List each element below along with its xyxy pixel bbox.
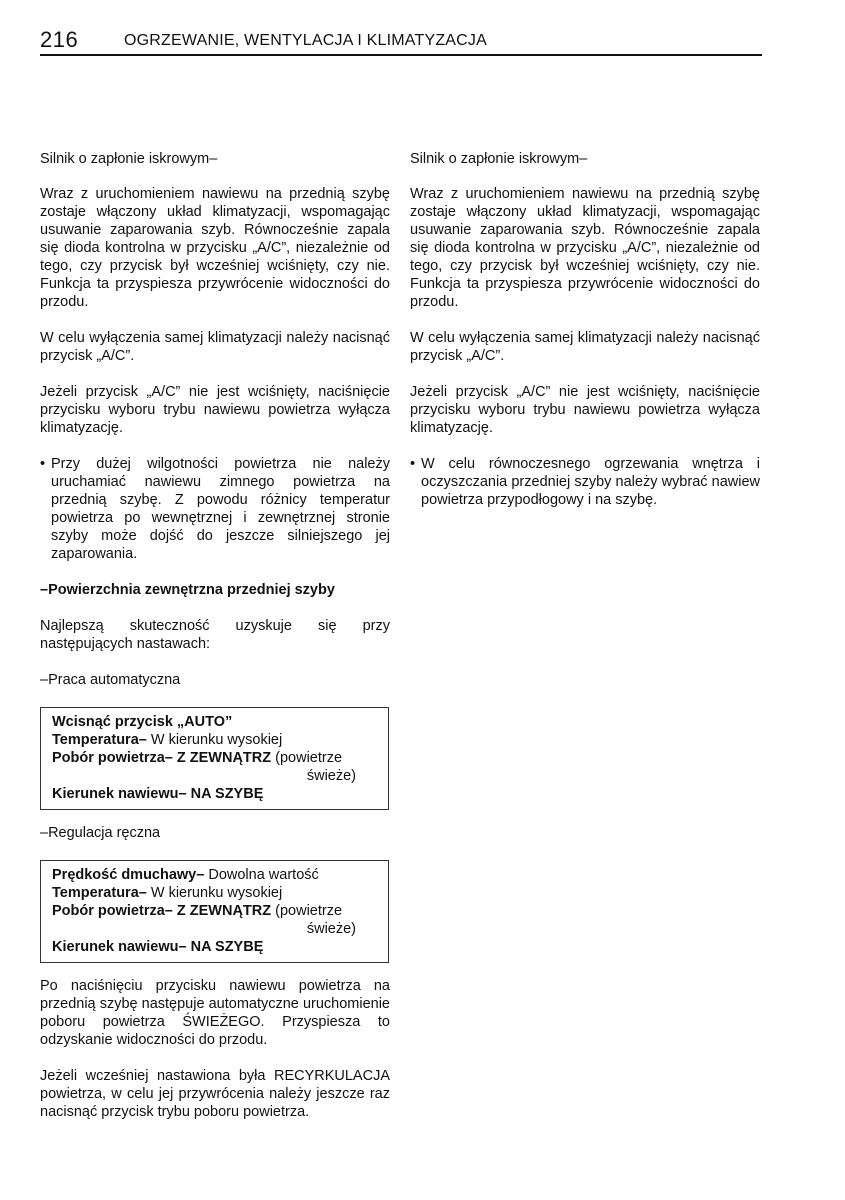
paragraph-mode-button: Jeżeli przycisk „A/C” nie jest wciśnięty, naciśnięcie przycisku wyboru trybu nawiewu powietrza wyłącza klimatyzację. — [410, 384, 760, 436]
settings-box-auto — [40, 707, 389, 810]
paragraph-best-settings: Najlepszą skuteczność uzyskuje się przy następujących nastawach: — [40, 618, 390, 652]
temperature-line: Temperatura– W kierunku wysokiej — [52, 885, 283, 901]
bullet-text: Przy dużej wilgotności powietrza nie należy uruchamiać nawiewu zimnego powietrza na przednią szybę. Z powodu różnicy temperatur powietrza po wewnętrznej i zewnętrznej stronie szyby może dojść do jeszcze silniejszego jej zaparowania. — [51, 456, 390, 562]
bullet-symbol: • — [40, 456, 46, 472]
header-rule — [40, 54, 762, 56]
air-intake-line: Pobór powietrza– Z ZEWNĄTRZ (powietrze — [52, 903, 343, 919]
paragraph-recirculation: Jeżeli wcześniej nastawiona była RECYRKULACJA powietrza, w celu jej przywrócenia należy jeszcze raz nacisnąć przycisk trybu poboru powietrza. — [40, 1068, 390, 1120]
air-intake-note: świeże) — [306, 921, 356, 937]
bullet-floor-and-windshield — [410, 455, 760, 509]
press-auto-line: Wcisnąć przycisk „AUTO” — [52, 714, 233, 730]
settings-box-manual — [40, 860, 389, 963]
engine-type-label: Silnik o zapłonie iskrowym– — [40, 151, 218, 167]
paragraph-ac-auto-on: Wraz z uruchomieniem nawiewu na przednią szybę zostaje włączony układ klimatyzacji, wspomagając usuwanie zaparowania szyb. Równocześnie zapala się dioda kontrolna w przycisku „A/C”, niezależnie od tego, czy przycisk był wcześniej wciśnięty, czy nie. Funkcja ta przyspiesza przywrócenie widoczności do przodu. — [40, 186, 390, 310]
page-number: 216 — [40, 27, 79, 52]
airflow-direction-line: Kierunek nawiewu– NA SZYBĘ — [52, 786, 264, 802]
fan-speed-line: Prędkość dmuchawy– Dowolna wartość — [52, 867, 319, 883]
paragraph-ac-auto-on: Wraz z uruchomieniem nawiewu na przednią szybę zostaje włączony układ klimatyzacji, wspomagając usuwanie zaparowania szyb. Równocześnie zapala się dioda kontrolna w przycisku „A/C”, niezależnie od tego, czy przycisk był wcześniej wciśnięty, czy nie. Funkcja ta przyspiesza przywrócenie widoczności do przodu. — [410, 186, 760, 310]
left-column — [40, 150, 390, 1139]
paragraph-ac-off: W celu wyłączenia samej klimatyzacji należy nacisnąć przycisk „A/C”. — [40, 330, 390, 364]
auto-mode-label: –Praca automatyczna — [40, 672, 181, 688]
air-intake-line: Pobór powietrza– Z ZEWNĄTRZ (powietrze — [52, 750, 343, 766]
temperature-line: Temperatura– W kierunku wysokiej — [52, 732, 283, 748]
paragraph-ac-off: W celu wyłączenia samej klimatyzacji należy nacisnąć przycisk „A/C”. — [410, 330, 760, 364]
engine-type-label: Silnik o zapłonie iskrowym– — [410, 151, 588, 167]
bullet-text: W celu równoczesnego ogrzewania wnętrza i oczyszczania przedniej szyby należy wybrać nawiew powietrza przypodłogowy i na szybę. — [421, 456, 760, 508]
section-heading: –Powierzchnia zewnętrzna przedniej szyby — [40, 582, 335, 598]
air-intake-note: świeże) — [306, 768, 356, 784]
paragraph-mode-button: Jeżeli przycisk „A/C” nie jest wciśnięty, naciśnięcie przycisku wyboru trybu nawiewu powietrza wyłącza klimatyzację. — [40, 384, 390, 436]
right-column — [410, 150, 760, 527]
bullet-humidity-warning — [40, 455, 390, 563]
paragraph-fresh-air: Po naciśnięciu przycisku nawiewu powietrza na przednią szybę następuje automatyczne uruchomienie poboru powietrza ŚWIEŻEGO. Przyspiesza to odzyskanie widoczności do przodu. — [40, 978, 390, 1048]
bullet-symbol: • — [410, 456, 416, 472]
chapter-title: OGRZEWANIE, WENTYLACJA I KLIMATYZACJA — [124, 32, 488, 49]
manual-mode-label: –Regulacja ręczna — [40, 825, 161, 841]
page-header — [40, 26, 762, 54]
airflow-direction-line: Kierunek nawiewu– NA SZYBĘ — [52, 939, 264, 955]
